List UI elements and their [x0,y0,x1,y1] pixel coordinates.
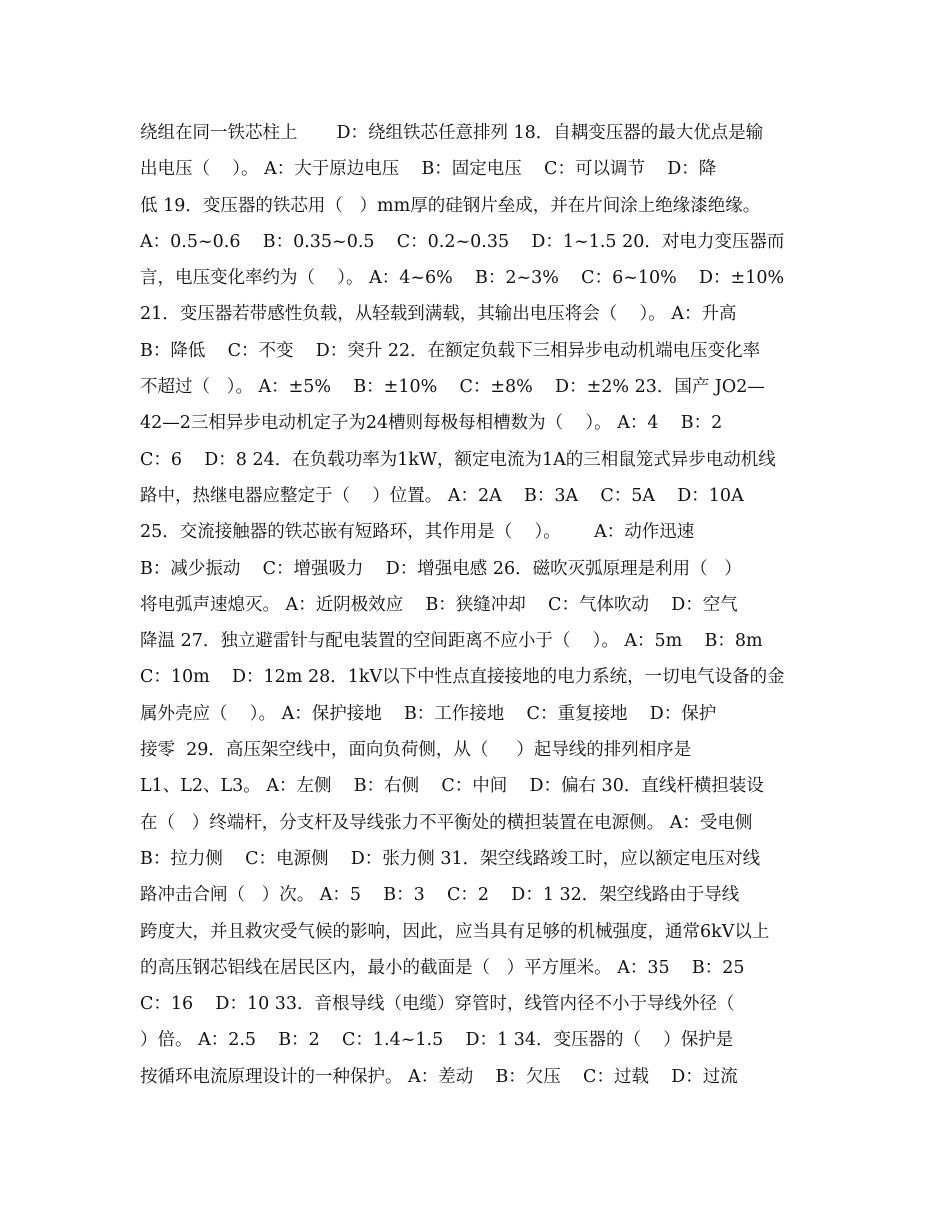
text-line: B：拉力侧 C：电源侧 D：张力侧 31．架空线路竣工时，应以额定电压对线 [140,848,761,869]
text-line: 在（ ）终端杆，分支杆及导线张力不平衡处的横担装置在电源侧。 A：受电侧 [140,812,753,833]
text-line: 42—2三相异步电动机定子为24槽则每极每相槽数为（ ）。 A：4 B：2 [140,413,723,434]
text-line: 跨度大，并且救灾受气候的影响，因此，应当具有足够的机械强度，通常6kV以上 [140,921,770,942]
text-line: 路冲击合闸（ ）次。 A：5 B：3 C：2 D：1 32．架空线路由于导线 [140,885,740,906]
text-line: 的高压钢芯铝线在居民区内，最小的截面是（ ）平方厘米。 A：35 B：25 [140,957,745,978]
text-line: ）倍。 A：2.5 B：2 C：1.4~1.5 D：1 34．变压器的（ ）保护是 [140,1030,734,1051]
text-line: A：0.5~0.6 B：0.35~0.5 C：0.2~0.35 D：1~1.5 20．对电力变压器而 [140,231,785,252]
body-text [140,115,812,1095]
text-line: 25．交流接触器的铁芯嵌有短路环，其作用是（ ）。 A：动作迅速 [140,522,695,543]
text-line: 不超过（ ）。 A：±5% B：±10% C：±8% D：±2% 23．国产 JO2— [140,377,765,398]
text-line: 接零 29．高压架空线中，面向负荷侧，从（ ）起导线的排列相序是 [140,740,692,761]
text-line: L1、L2、L3。 A：左侧 B：右侧 C：中间 D：偏右 30．直线杆横担装设 [140,776,764,797]
text-line: 绕组在同一铁芯柱上 D：绕组铁芯任意排列 18．自耦变压器的最大优点是输 [140,123,764,143]
text-line: 低 19．变压器的铁芯用（ ）mm厚的硅钢片垒成，并在片间涂上绝缘漆绝缘。 [140,195,761,216]
text-line: C：16 D：10 33．音根导线（电缆）穿管时，线管内径不小于导线外径（ [140,994,735,1015]
text-line: B：降低 C：不变 D：突升 22．在额定负载下三相异步电动机端电压变化率 [140,340,761,361]
text-line: 21．变压器若带感性负载，从轻载到满载，其输出电压将会（ ）。 A：升高 [140,304,737,325]
text-line: 按循环电流原理设计的一种保护。 A：差动 B：欠压 C：过载 D：过流 [140,1066,738,1087]
text-line: B：减少振动 C：增强吸力 D：增强电感 26．磁吹灭弧原理是利用（ ） [140,558,742,579]
text-line: 出电压（ ）。 A：大于原边电压 B：固定电压 C：可以调节 D：降 [140,159,717,180]
text-line: 路中，热继电器应整定于（ ）位置。 A：2A B：3A C：5A D：10A [140,485,744,506]
text-line: 将电弧声速熄灭。 A：近阴极效应 B：狭缝冲却 C：气体吹动 D：空气 [140,594,738,615]
text-line: C：6 D：8 24．在负载功率为1kW，额定电流为1A的三相鼠笼式异步电动机线 [140,449,776,470]
text-line: 言，电压变化率约为（ ）。 A：4~6% B：2~3% C：6~10% D：±10% [140,268,785,289]
text-line: 属外壳应（ ）。 A：保护接地 B：工作接地 C：重复接地 D：保护 [140,703,717,724]
text-line: C：10m D：12m 28．1kV以下中性点直接接地的电力系统，一切电气设备的金 [140,667,785,688]
text-line: 降温 27．独立避雷针与配电装置的空间距离不应小于（ ）。 A：5m B：8m [140,631,763,652]
